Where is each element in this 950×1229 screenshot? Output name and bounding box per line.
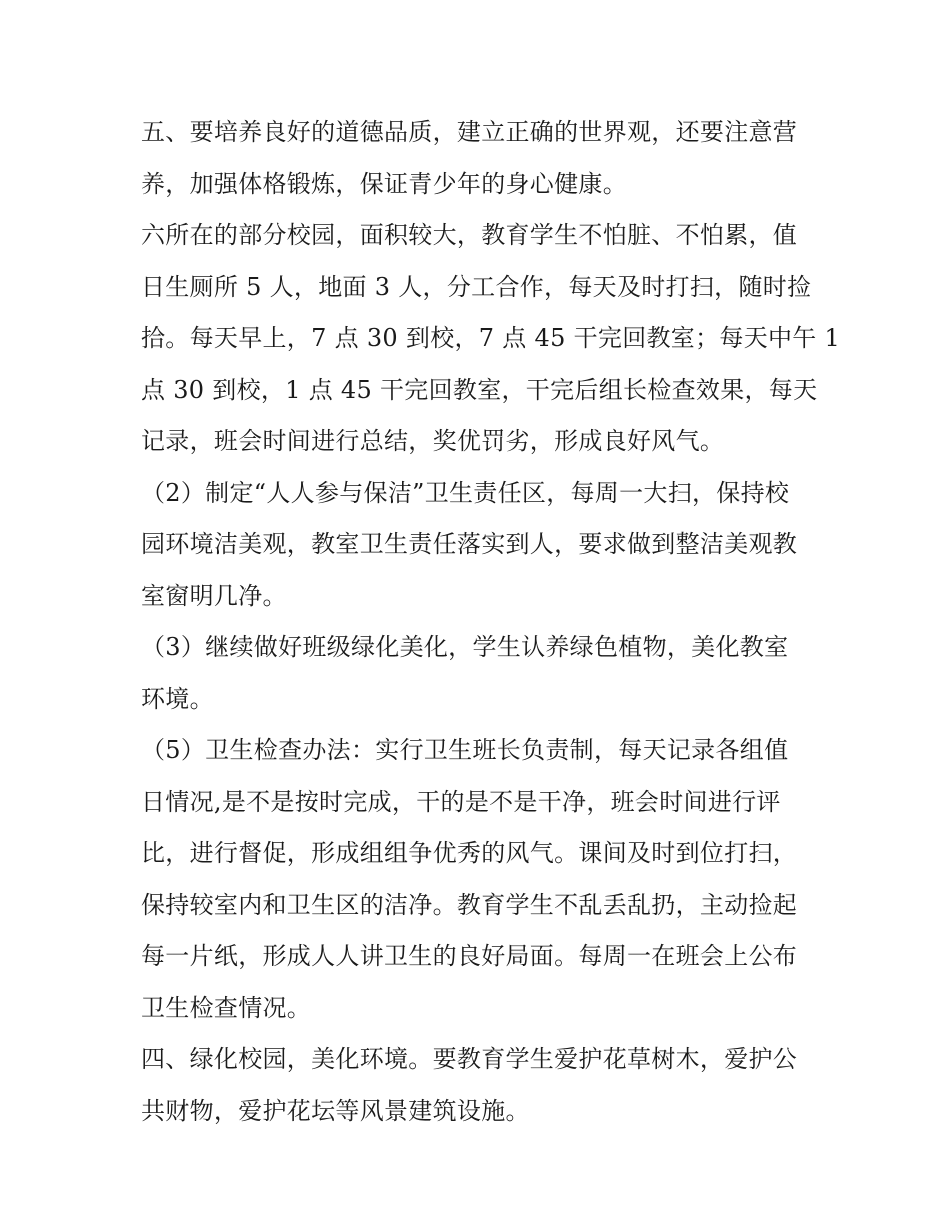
text-line: 园环境洁美观，教室卫生责任落实到人，要求做到整洁美观教	[141, 530, 798, 558]
text-line: （2）制定“人人参与保洁”卫生责任区，每周一大扫，保持校	[141, 478, 790, 507]
text-line: 保持较室内和卫生区的洁净。教育学生不乱丢乱扔，主动捡起	[141, 890, 798, 919]
text-line: 养，加强体格锻炼，保证青少年的身心健康。	[141, 169, 627, 198]
text-line: （3）继续做好班级绿化美化，学生认养绿色植物，美化教室	[141, 633, 789, 661]
text-line: （5）卫生检查办法：实行卫生班长负责制，每天记录各组值	[141, 736, 789, 764]
text-line: 点 30 到校，1 点 45 干完回教室，干完后组长检查效果，每天	[141, 375, 818, 404]
text-line: 卫生检查情况。	[141, 993, 312, 1022]
text-line: 四、绿化校园，美化环境。要教育学生爱护花草树木，爱护公	[141, 1045, 798, 1073]
document-body	[141, 107, 841, 1137]
text-line: 每一片纸，形成人人讲卫生的良好局面。每周一在班会上公布	[141, 942, 798, 970]
text-line: 环境。	[141, 684, 214, 713]
text-line: 拾。每天早上，7 点 30 到校，7 点 45 干完回教室；每天中午 1	[141, 324, 841, 352]
text-line: 五、要培养良好的道德品质，建立正确的世界观，还要注意营	[141, 118, 798, 146]
text-line: 日生厕所 5 人，地面 3 人，分工合作，每天及时打扫，随时捡	[141, 272, 812, 301]
text-line: 日情况,是不是按时完成，干的是不是干净，班会时间进行评	[141, 787, 781, 816]
text-line: 共财物，爱护花坛等风景建筑设施。	[141, 1096, 530, 1125]
text-line: 室窗明几净。	[141, 581, 287, 610]
text-line: 记录，班会时间进行总结，奖优罚劣，形成良好风气。	[141, 427, 725, 455]
text-line: 比，进行督促，形成组组争优秀的风气。课间及时到位打扫，	[141, 839, 798, 867]
text-line: 六所在的部分校园，面积较大，教育学生不怕脏、不怕累，值	[141, 221, 798, 249]
